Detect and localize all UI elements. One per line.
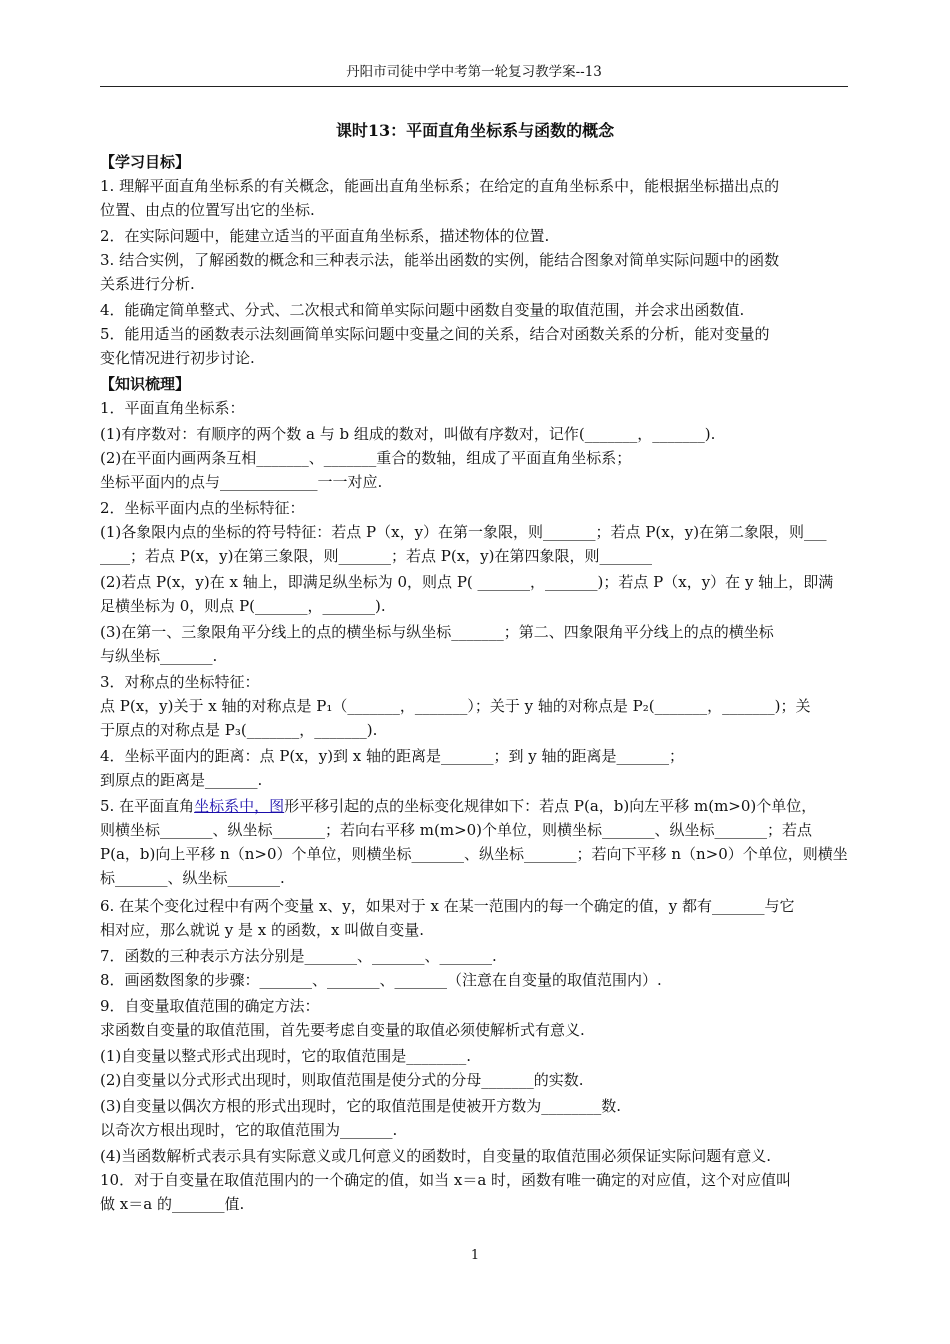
coordinate-system-link[interactable]: 坐标系中，图: [194, 797, 285, 815]
text-line: 5. 在平面直角坐标系中，图形平移引起的点的坐标变化规律如下：若点 P(a，b)向左平移 m(m>0)个单位，: [100, 797, 817, 815]
text-line: (1)有序数对：有顺序的两个数 a 与 b 组成的数对，叫做有序数对，记作(_______，_______).: [100, 425, 716, 443]
text-line: 变化情况进行初步讨论.: [100, 349, 255, 367]
page-header: 丹阳市司徒中学中考第一轮复习教学案--13: [100, 58, 848, 87]
text-line: (3)自变量以偶次方根的形式出现时，它的取值范围是使被开方数为________数.: [100, 1097, 622, 1115]
text-line: 足横坐标为 0，则点 P(_______，_______).: [100, 597, 386, 615]
text-line: 与纵坐标_______.: [100, 647, 218, 665]
text-line: 7．函数的三种表示方法分别是_______、_______、_______.: [100, 947, 497, 965]
text-line: (3)在第一、三象限角平分线上的点的横坐标与纵坐标_______；第二、四象限角平分线上的点的横坐标: [100, 623, 774, 641]
text-line: 标_______、纵坐标_______.: [100, 869, 285, 887]
text-line: 相对应，那么就说 y 是 x 的函数，x 叫做自变量.: [100, 921, 425, 939]
text-line: 关系进行分析.: [100, 275, 195, 293]
text-line: 到原点的距离是_______.: [100, 771, 263, 789]
text-line: 点 P(x，y)关于 x 轴的对称点是 P₁（_______，_______）；关于 y 轴的对称点是 P₂(_______，_______)；关: [100, 697, 811, 715]
text-line: (2)在平面内画两条互相_______、_______重合的数轴，组成了平面直角坐标系；: [100, 449, 632, 467]
text-line: 9．自变量取值范围的确定方法：: [100, 997, 320, 1015]
text-line: 4．能确定简单整式、分式、二次根式和简单实际问题中函数自变量的取值范围，并会求出函数值.: [100, 301, 745, 319]
text-line: 2．在实际问题中，能建立适当的平面直角坐标系，描述物体的位置.: [100, 227, 550, 245]
lesson-title: 课时13：平面直角坐标系与函数的概念: [335, 121, 615, 140]
text-line: 【知识梳理】: [100, 375, 191, 393]
text-line: 1．平面直角坐标系：: [100, 399, 245, 417]
text-line: 求函数自变量的取值范围，首先要考虑自变量的取值必须使解析式有意义.: [100, 1021, 585, 1039]
text-line: (2)自变量以分式形式出现时，则取值范围是使分式的分母_______的实数.: [100, 1071, 584, 1089]
text-line: 2．坐标平面内点的坐标特征：: [100, 499, 305, 517]
text-line: 1. 理解平面直角坐标系的有关概念，能画出直角坐标系；在给定的直角坐标系中，能根据坐标描出点的: [100, 177, 780, 195]
text-line: 位置、由点的位置写出它的坐标.: [100, 201, 315, 219]
text-line: 6. 在某个变化过程中有两个变量 x、y，如果对于 x 在某一范围内的每一个确定的值，y 都有_______与它: [100, 897, 795, 915]
text-line: (1)自变量以整式形式出现时，它的取值范围是________.: [100, 1047, 472, 1065]
text-line: 3. 结合实例，了解函数的概念和三种表示法，能举出函数的实例，能结合图象对简单实际问题中的函数: [100, 251, 780, 269]
text-line: 4．坐标平面内的距离：点 P(x，y)到 x 轴的距离是_______；到 y 轴的距离是_______；: [100, 747, 685, 765]
text-line: 则横坐标_______、纵坐标_______；若向右平移 m(m>0)个单位，则横坐标_______、纵坐标_______；若点: [100, 821, 813, 839]
text-line: 3．对称点的坐标特征：: [100, 673, 260, 691]
text-line: P(a，b)向上平移 n（n>0）个单位，则横坐标_______、纵坐标_______；若向下平移 n（n>0）个单位，则横坐: [100, 845, 848, 863]
text-line: (2)若点 P(x，y)在 x 轴上，即满足纵坐标为 0，则点 P( _______，_______)；若点 P（x，y）在 y 轴上，即满: [100, 573, 834, 591]
page-number: 1: [470, 1248, 480, 1263]
text-line: (1)各象限内点的坐标的符号特征：若点 P（x，y）在第一象限，则_______；若点 P(x，y)在第二象限，则___: [100, 523, 827, 541]
text-line: 8．画函数图象的步骤：_______、_______、_______（注意在自变量的取值范围内）.: [100, 971, 662, 989]
text-line: 10．对于自变量在取值范围内的一个确定的值，如当 x＝a 时，函数有唯一确定的对应值，这个对应值叫: [100, 1171, 792, 1189]
text-line: ____；若点 P(x，y)在第三象限，则_______；若点 P(x，y)在第四象限，则_______: [100, 547, 652, 565]
text-line: 【学习目标】: [100, 153, 191, 171]
text-line: 5．能用适当的函数表示法刻画简单实际问题中变量之间的关系，结合对函数关系的分析，能对变量的: [100, 325, 770, 343]
text-line: 做 x＝a 的_______值.: [100, 1195, 245, 1213]
text-line: 坐标平面内的点与_____________一一对应.: [100, 473, 383, 491]
text-line: 以奇次方根出现时，它的取值范围为_______.: [100, 1121, 398, 1139]
text-line: 于原点的对称点是 P₃(_______，_______).: [100, 721, 378, 739]
text-line: (4)当函数解析式表示具有实际意义或几何意义的函数时，自变量的取值范围必须保证实际问题有意义.: [100, 1147, 772, 1165]
